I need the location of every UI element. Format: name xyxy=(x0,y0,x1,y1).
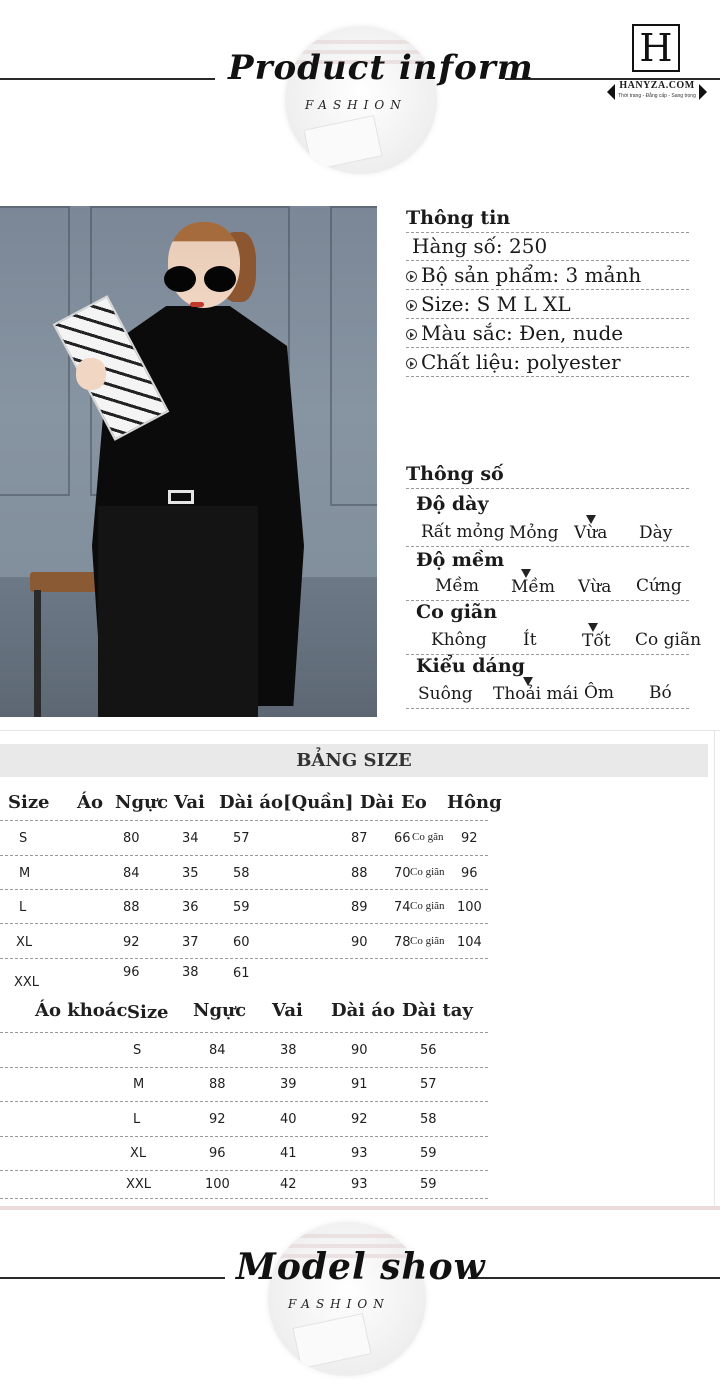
scale-option: Bó xyxy=(649,683,672,703)
row-divider xyxy=(0,889,488,890)
cell-vai: 34 xyxy=(182,831,199,846)
coat-header-dai-tay: Dài tay xyxy=(402,1000,473,1021)
col-header-eo: Eo xyxy=(401,792,427,813)
cell-nguc: 92 xyxy=(209,1112,226,1127)
logo-mark: H xyxy=(632,24,680,72)
cell-vai: 38 xyxy=(280,1043,297,1058)
footer-rule-right xyxy=(468,1277,720,1279)
row-divider xyxy=(0,1170,488,1171)
cell-size: S xyxy=(19,831,28,846)
cell-vai: 38 xyxy=(182,965,199,980)
cell-vai: 36 xyxy=(182,900,199,915)
cell-dai: 87 xyxy=(351,831,368,846)
col-header-hong: Hông xyxy=(447,792,502,813)
logo-name: HANYZA.COM xyxy=(619,80,695,91)
info-line-material xyxy=(406,348,689,377)
cell-dai-ao: 58 xyxy=(233,866,250,881)
info-line-color xyxy=(406,319,689,348)
scale-option: Co giãn xyxy=(635,630,702,650)
scale-option: Cứng xyxy=(636,576,682,596)
cell-eo: 74 xyxy=(394,900,411,915)
table-frame-top xyxy=(0,730,720,731)
cell-size: XXL xyxy=(126,1177,152,1192)
info-text: Hàng số: 250 xyxy=(412,234,548,258)
row-divider xyxy=(0,1101,488,1102)
logo-tagline: Thời trang - Đẳng cấp - Sang trọng xyxy=(618,93,696,99)
selected-marker-icon xyxy=(586,515,596,524)
attr-softness-scale xyxy=(406,575,689,601)
cell-hong: 100 xyxy=(457,900,482,915)
selected-marker-icon xyxy=(588,623,598,632)
cell-dai-ao: 59 xyxy=(233,900,250,915)
cell-nguc: 80 xyxy=(123,831,140,846)
cell-nguc: 96 xyxy=(209,1146,226,1161)
row-divider xyxy=(0,958,488,959)
cell-dai-ao: 93 xyxy=(351,1146,368,1161)
scale-option: Rất mỏng xyxy=(421,522,505,542)
scale-option-selected: Vừa xyxy=(574,523,608,543)
footer-rule-left xyxy=(0,1277,225,1279)
row-divider xyxy=(0,1136,488,1137)
model-photo xyxy=(0,206,377,717)
bullet-icon xyxy=(406,329,417,340)
cell-nguc: 96 xyxy=(123,965,140,980)
scale-option: Mềm xyxy=(435,576,479,596)
col-header-nguc: Ngực xyxy=(115,792,169,813)
scale-option: Mỏng xyxy=(509,523,559,543)
scale-option: Vừa xyxy=(578,577,612,597)
info-line-size xyxy=(406,290,689,319)
header-rule-left xyxy=(0,78,215,80)
row-divider xyxy=(0,1067,488,1068)
cell-vai: 39 xyxy=(280,1077,297,1092)
info-line-set xyxy=(406,261,689,290)
table-frame-right xyxy=(714,730,715,1206)
attr-thickness-scale xyxy=(406,521,689,547)
cell-dai-tay: 56 xyxy=(420,1043,437,1058)
scale-option-selected: Tốt xyxy=(582,631,611,651)
info-text: Size: S M L XL xyxy=(421,292,571,316)
cell-dai-tay: 58 xyxy=(420,1112,437,1127)
selected-marker-icon xyxy=(523,677,533,686)
cell-vai: 35 xyxy=(182,866,199,881)
info-heading: Thông tin xyxy=(406,204,689,233)
attr-softness-title: Độ mềm xyxy=(416,549,505,571)
col-header-size: Size xyxy=(8,792,50,813)
cell-dai-tay: 59 xyxy=(420,1177,437,1192)
size-table-title-bar xyxy=(0,744,708,777)
cell-vai: 42 xyxy=(280,1177,297,1192)
cell-dai-tay: 59 xyxy=(420,1146,437,1161)
cell-note: Co giãn xyxy=(410,900,445,912)
cell-dai-tay: 57 xyxy=(420,1077,437,1092)
col-header-dai-ao: Dài áo xyxy=(219,792,284,813)
cell-note: Co giãn xyxy=(410,866,445,878)
coat-header-nguc: Ngực xyxy=(193,1000,247,1021)
banner-subtitle: FASHION xyxy=(305,98,407,112)
cell-eo: 66 xyxy=(394,831,411,846)
cell-dai-ao: 93 xyxy=(351,1177,368,1192)
cell-vai: 41 xyxy=(280,1146,297,1161)
cell-nguc: 84 xyxy=(209,1043,226,1058)
scale-option-selected: Mềm xyxy=(511,577,555,597)
footer-title: Model show xyxy=(236,1246,486,1288)
bullet-icon xyxy=(406,358,417,369)
cell-eo: 70 xyxy=(394,866,411,881)
cell-nguc: 100 xyxy=(205,1177,230,1192)
attr-thickness-title: Độ dày xyxy=(416,493,489,515)
info-text: Chất liệu: polyester xyxy=(421,350,621,374)
footer-subtitle: FASHION xyxy=(288,1297,390,1311)
selected-marker-icon xyxy=(521,569,531,578)
cell-vai: 37 xyxy=(182,935,199,950)
row-divider xyxy=(0,855,488,856)
cell-size: XXL xyxy=(14,975,40,990)
table-frame-bottom xyxy=(0,1206,720,1210)
size-table-title: BẢNG SIZE xyxy=(296,750,412,771)
cell-dai-ao: 60 xyxy=(233,935,250,950)
scale-option: Ôm xyxy=(584,683,615,703)
cell-note: Co giãn xyxy=(410,935,445,947)
row-divider xyxy=(0,923,488,924)
col-header-ao: Áo xyxy=(77,792,103,813)
info-text: Màu sắc: Đen, nude xyxy=(421,321,624,345)
cell-hong: 104 xyxy=(457,935,482,950)
scale-option: Ít xyxy=(523,630,537,650)
cell-dai-ao: 92 xyxy=(351,1112,368,1127)
attr-fit-title: Kiểu dáng xyxy=(416,655,525,677)
info-text: Bộ sản phẩm: 3 mảnh xyxy=(421,263,642,287)
row-divider xyxy=(0,820,488,821)
cell-dai: 88 xyxy=(351,866,368,881)
cell-size: XL xyxy=(16,935,33,950)
cell-size: L xyxy=(133,1112,141,1127)
cell-nguc: 84 xyxy=(123,866,140,881)
cell-size: M xyxy=(133,1077,145,1092)
cell-dai: 90 xyxy=(351,935,368,950)
cell-size: XL xyxy=(130,1146,147,1161)
cell-vai: 40 xyxy=(280,1112,297,1127)
cell-size: L xyxy=(19,900,27,915)
coat-header-dai-ao: Dài áo xyxy=(331,1000,396,1021)
scale-option-selected: Thoải mái xyxy=(493,684,579,704)
col-header-quan-dai: [Quần] Dài xyxy=(283,792,394,813)
cell-note: Co gãn xyxy=(412,831,444,843)
cell-hong: 96 xyxy=(461,866,478,881)
cell-dai-ao: 90 xyxy=(351,1043,368,1058)
cell-eo: 78 xyxy=(394,935,411,950)
coat-header-vai: Vai xyxy=(272,1000,303,1021)
row-divider xyxy=(0,1198,488,1199)
scale-option: Dày xyxy=(639,523,673,543)
row-divider xyxy=(0,1032,488,1033)
cell-size: M xyxy=(19,866,31,881)
scale-option: Suông xyxy=(418,684,473,704)
attr-stretch-title: Co giãn xyxy=(416,601,498,623)
cell-dai: 89 xyxy=(351,900,368,915)
cell-size: S xyxy=(133,1043,142,1058)
cell-nguc: 88 xyxy=(123,900,140,915)
info-line-item-number xyxy=(406,232,689,261)
cell-nguc: 92 xyxy=(123,935,140,950)
cell-dai-ao: 61 xyxy=(233,966,250,981)
cell-hong: 92 xyxy=(461,831,478,846)
col-header-vai: Vai xyxy=(174,792,205,813)
scale-option: Không xyxy=(431,630,487,650)
cell-nguc: 88 xyxy=(209,1077,226,1092)
bullet-icon xyxy=(406,271,417,282)
bullet-icon xyxy=(406,300,417,311)
coat-header-ao-khoac: Áo khoác xyxy=(35,1000,128,1021)
coat-header-size: Size xyxy=(127,1002,169,1023)
attr-stretch-scale xyxy=(406,629,702,655)
cell-dai-ao: 57 xyxy=(233,831,250,846)
attr-fit-scale xyxy=(406,683,689,709)
specs-heading: Thông số xyxy=(406,460,689,489)
banner-title: Product inform xyxy=(228,48,534,88)
cell-dai-ao: 91 xyxy=(351,1077,368,1092)
